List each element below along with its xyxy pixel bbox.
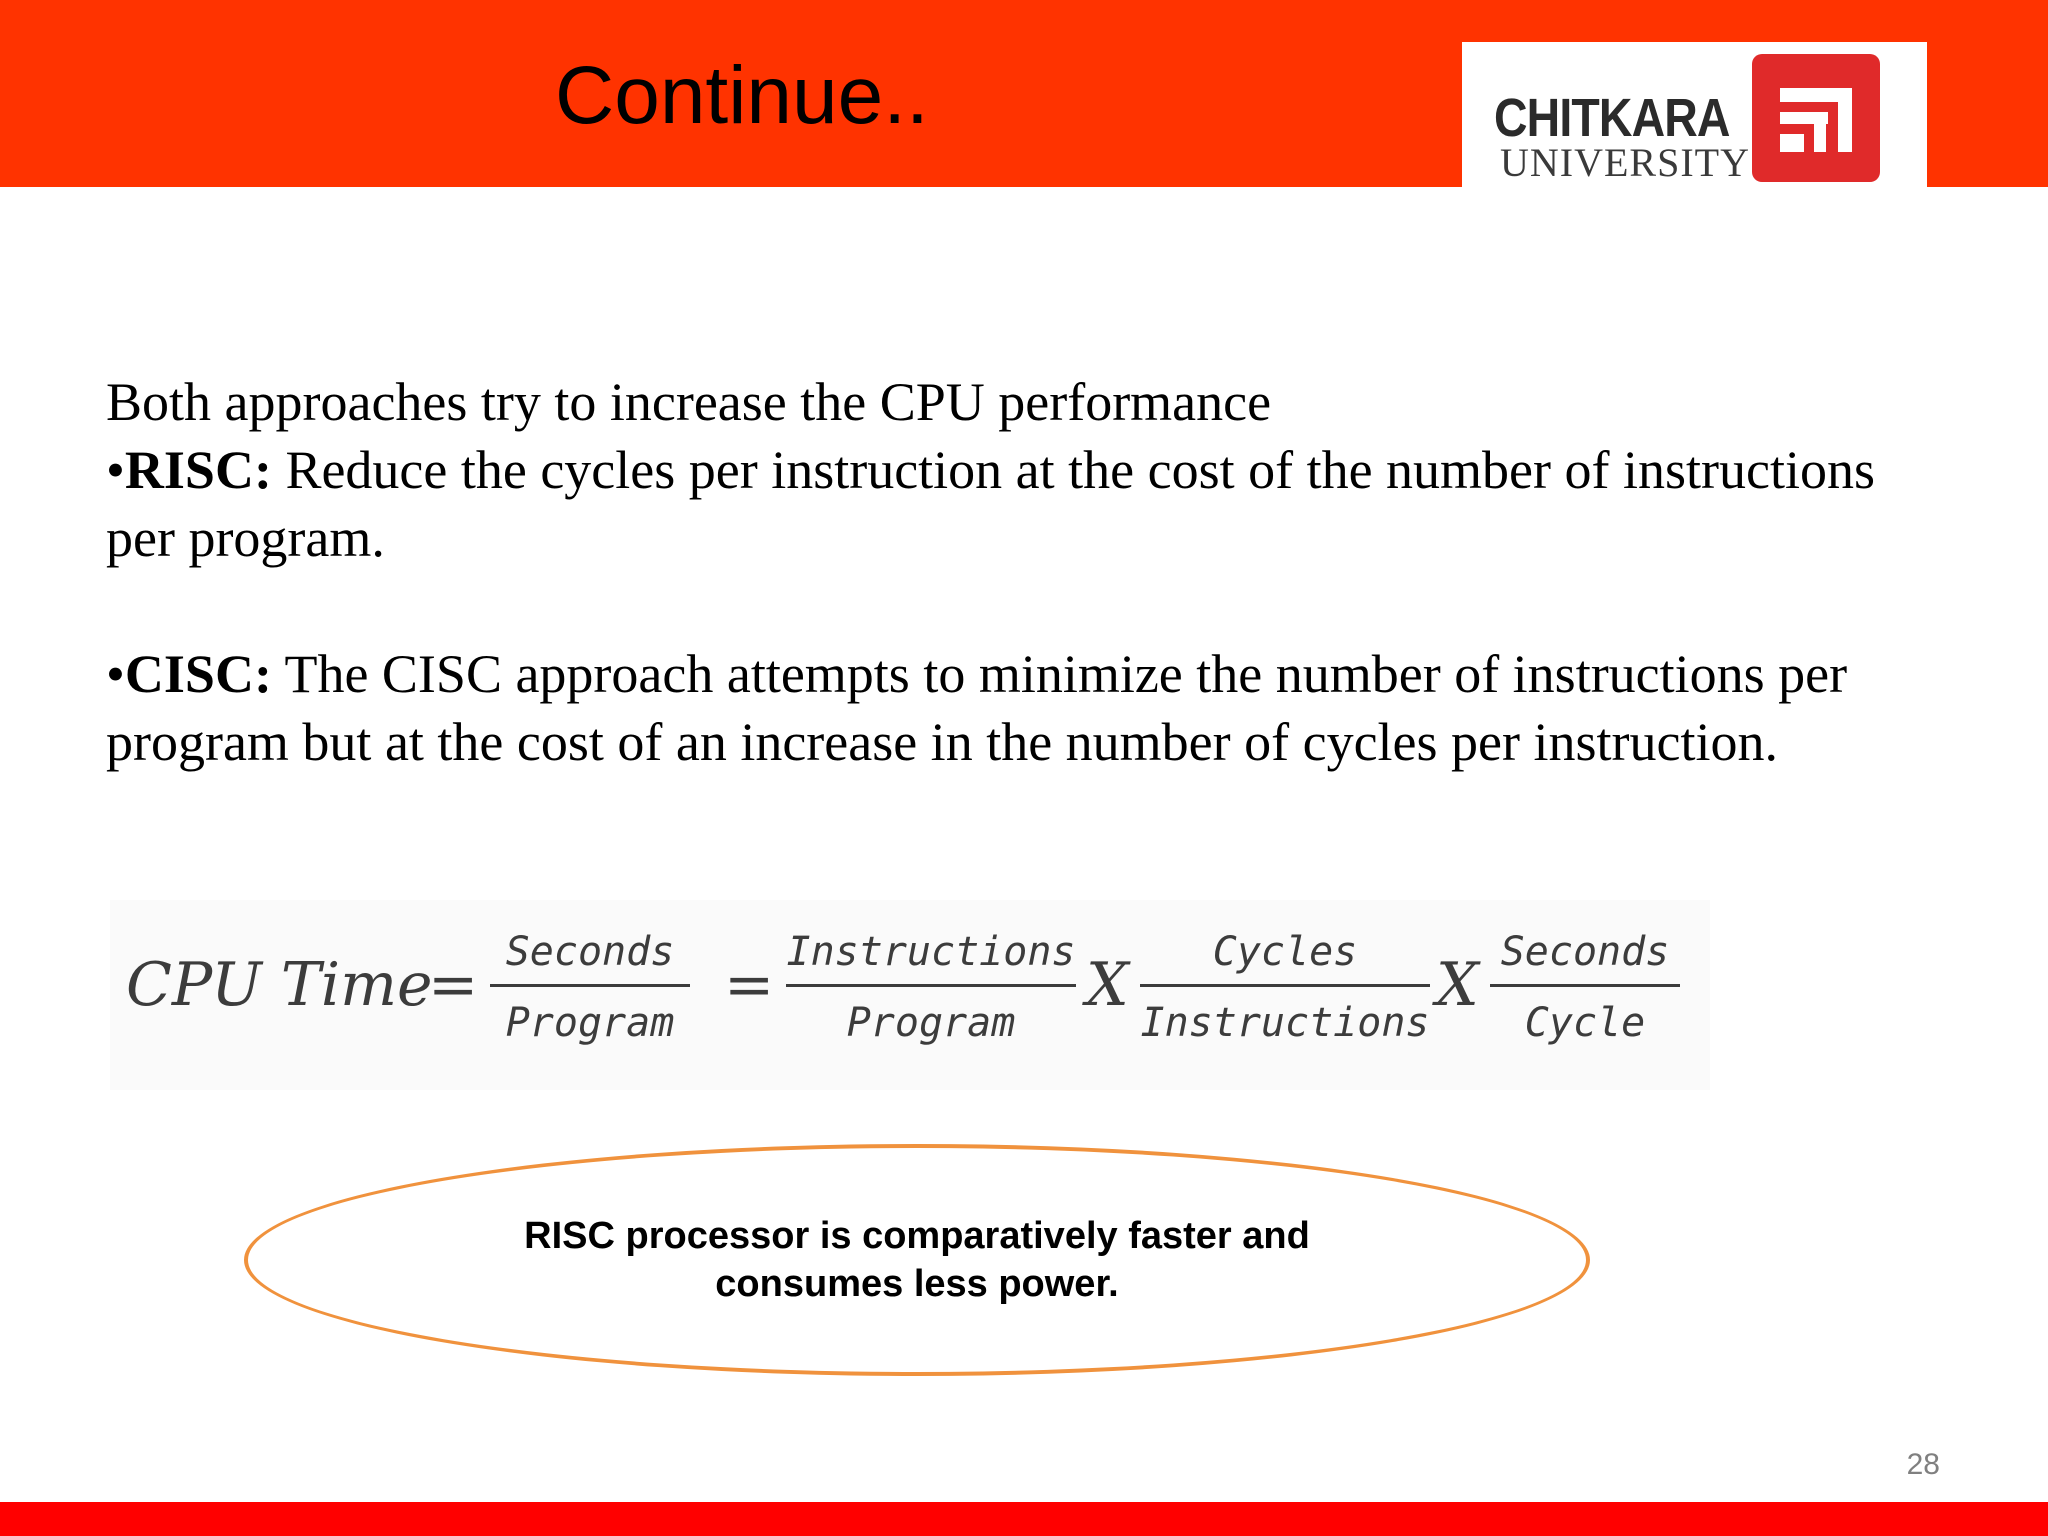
formula-equals-1: = xyxy=(428,950,479,1020)
cisc-bullet: • xyxy=(106,644,125,704)
fraction-cycles-instructions xyxy=(1140,926,1430,1049)
logo-subtitle: UNIVERSITY xyxy=(1500,140,1750,185)
fraction-numerator: Instructions xyxy=(786,929,1076,975)
risc-text: Reduce the cycles per instruction at the cost of the number of instructions per program. xyxy=(106,440,1875,568)
intro-line: Both approaches try to increase the CPU performance xyxy=(106,372,1272,432)
fraction-denominator: Program xyxy=(846,1000,1016,1046)
cisc-label: CISC: xyxy=(124,644,272,704)
cisc-point xyxy=(106,640,1906,776)
footer-bar xyxy=(0,1502,2048,1536)
fraction-numerator: Cycles xyxy=(1212,929,1358,975)
risc-point xyxy=(106,436,1906,572)
logo-name: CHITKARA xyxy=(1494,88,1730,148)
page-number: 28 xyxy=(1906,1448,1940,1481)
risc-bullet: • xyxy=(106,440,125,500)
callout-line-2: consumes less power. xyxy=(715,1263,1119,1305)
fraction-bar xyxy=(1490,984,1680,987)
fraction-denominator: Cycle xyxy=(1524,1000,1646,1046)
fraction-bar xyxy=(786,984,1076,987)
fraction-denominator: Instructions xyxy=(1140,1000,1430,1046)
fraction-numerator: Seconds xyxy=(1500,929,1670,975)
formula-equals-2: = xyxy=(724,950,775,1020)
fraction-bar xyxy=(1140,984,1430,987)
university-logo xyxy=(1462,42,1927,187)
chitkara-logo-mark-icon xyxy=(1752,54,1880,182)
fraction-instructions-program xyxy=(786,926,1076,1049)
cpu-time-formula xyxy=(110,900,1710,1090)
fraction-seconds-program xyxy=(490,926,690,1049)
slide-body xyxy=(106,368,1906,776)
formula-times-1: X xyxy=(1086,950,1129,1020)
slide-title: Continue.. xyxy=(555,50,929,141)
formula-lhs: CPU Time xyxy=(126,950,433,1020)
fraction-denominator: Program xyxy=(505,1000,675,1046)
formula-times-2: X xyxy=(1436,950,1479,1020)
risc-label: RISC: xyxy=(124,440,272,500)
fraction-bar xyxy=(490,984,690,987)
callout-text xyxy=(244,1212,1590,1308)
cisc-text: The CISC approach attempts to minimize the number of instructions per program but at the cost of an increase in the number of cycles per instruction. xyxy=(106,644,1848,772)
fraction-seconds-cycle xyxy=(1490,926,1680,1049)
fraction-numerator: Seconds xyxy=(505,929,675,975)
callout-line-1: RISC processor is comparatively faster and xyxy=(524,1215,1310,1257)
